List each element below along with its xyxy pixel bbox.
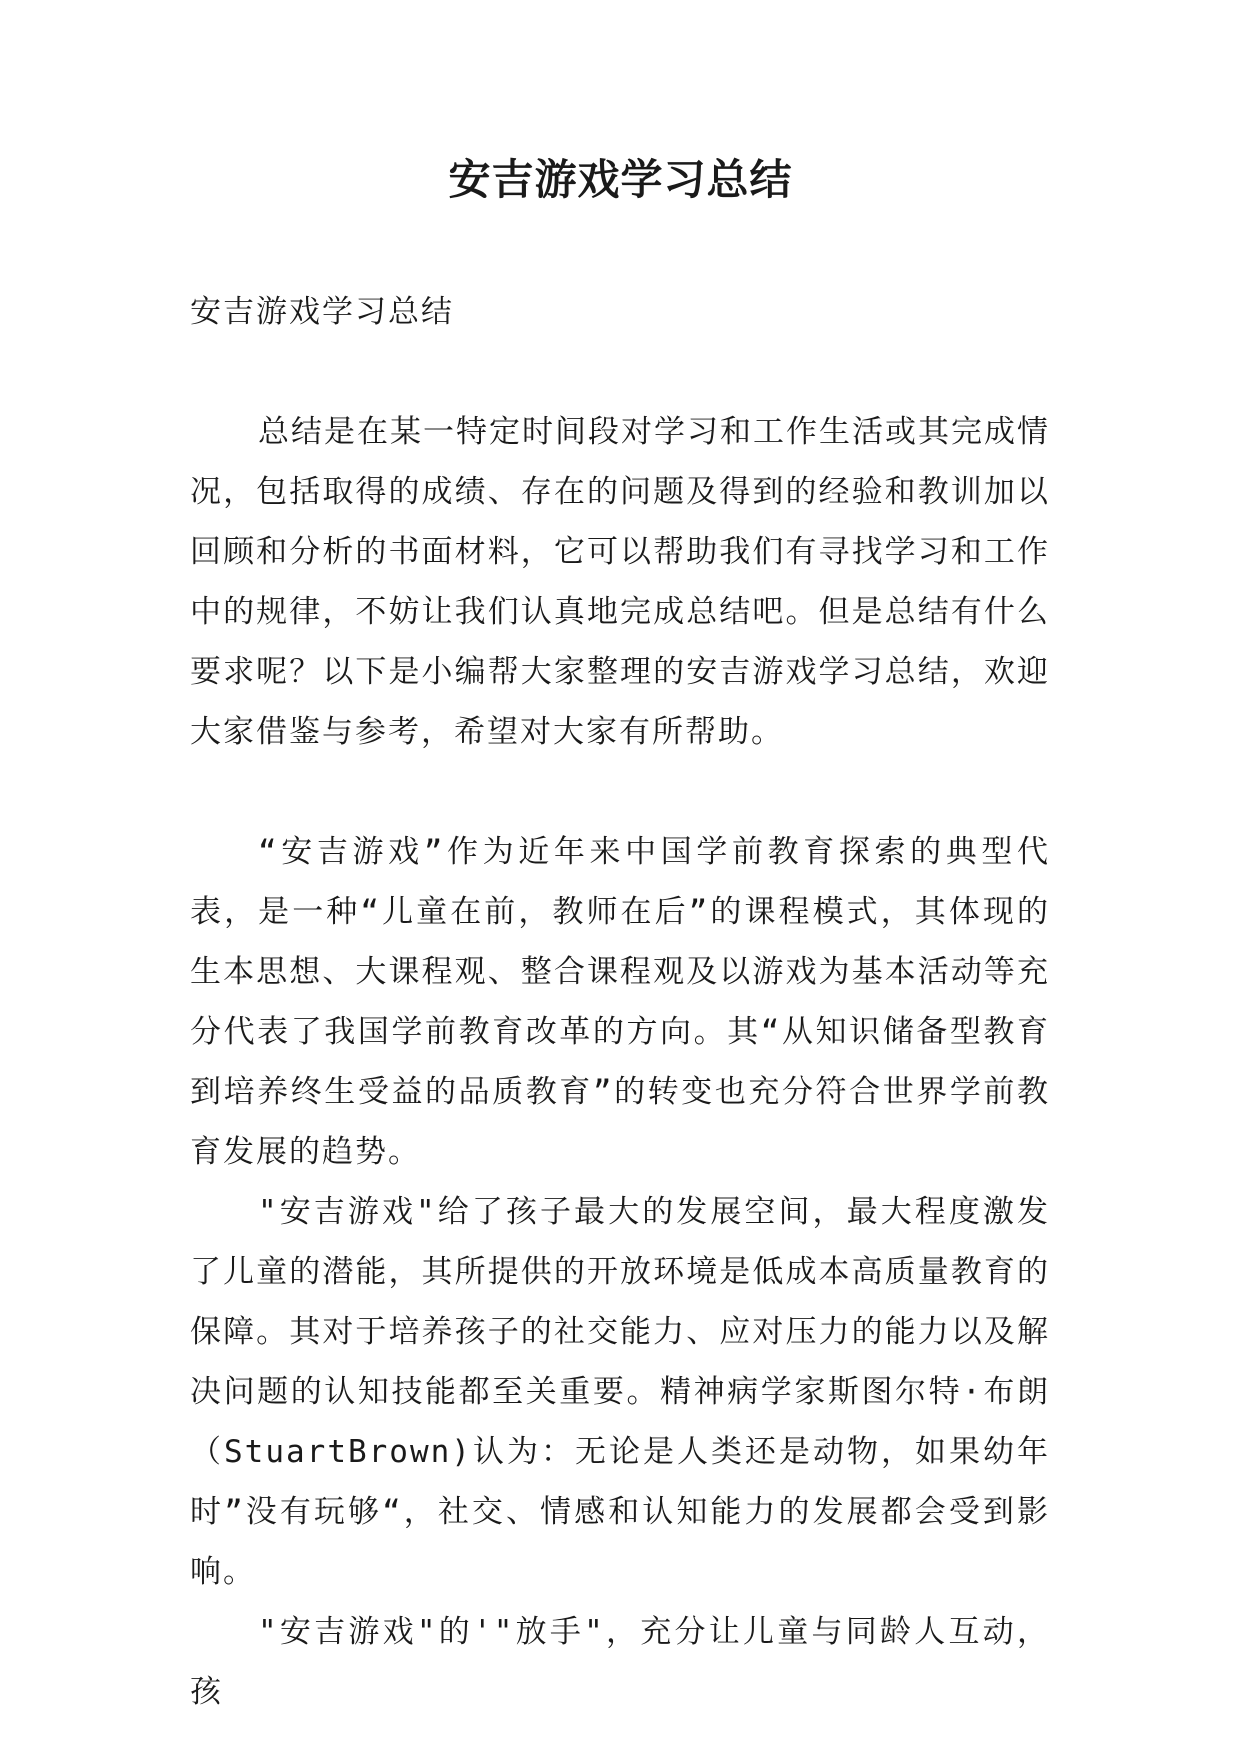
document-body [190, 282, 1050, 1722]
document-title: 安吉游戏学习总结 [448, 155, 793, 204]
paragraph-development: "安吉游戏"给了孩子最大的发展空间，最大程度激发了儿童的潜能，其所提供的开放环境是低成本高质量教育的保障。其对于培养孩子的社交能力、应对压力的能力以及解决问题的认知技能都至关重要。精神病学家斯图尔特·布朗（StuartBrown)认为：无论是人类还是动物，如果幼年时”没有玩够“，社交、情感和认知能力的发展都会受到影响。 [190, 1194, 1050, 1590]
paragraph-letting-go: "安吉游戏"的'"放手"，充分让儿童与同龄人互动，孩 [190, 1614, 1050, 1710]
document-subtitle: 安吉游戏学习总结 [190, 294, 454, 330]
paragraph-overview: “安吉游戏”作为近年来中国学前教育探索的典型代表，是一种“儿童在前，教师在后”的课程模式，其体现的生本思想、大课程观、整合课程观及以游戏为基本活动等充分代表了我国学前教育改革的方向。其“从知识储备型教育到培养终生受益的品质教育”的转变也充分符合世界学前教育发展的趋势。 [190, 834, 1050, 1170]
paragraph-intro: 总结是在某一特定时间段对学习和工作生活或其完成情况，包括取得的成绩、存在的问题及得到的经验和教训加以回顾和分析的书面材料，它可以帮助我们有寻找学习和工作中的规律，不妨让我们认真地完成总结吧。但是总结有什么要求呢？以下是小编帮大家整理的安吉游戏学习总结，欢迎大家借鉴与参考，希望对大家有所帮助。 [190, 414, 1050, 750]
